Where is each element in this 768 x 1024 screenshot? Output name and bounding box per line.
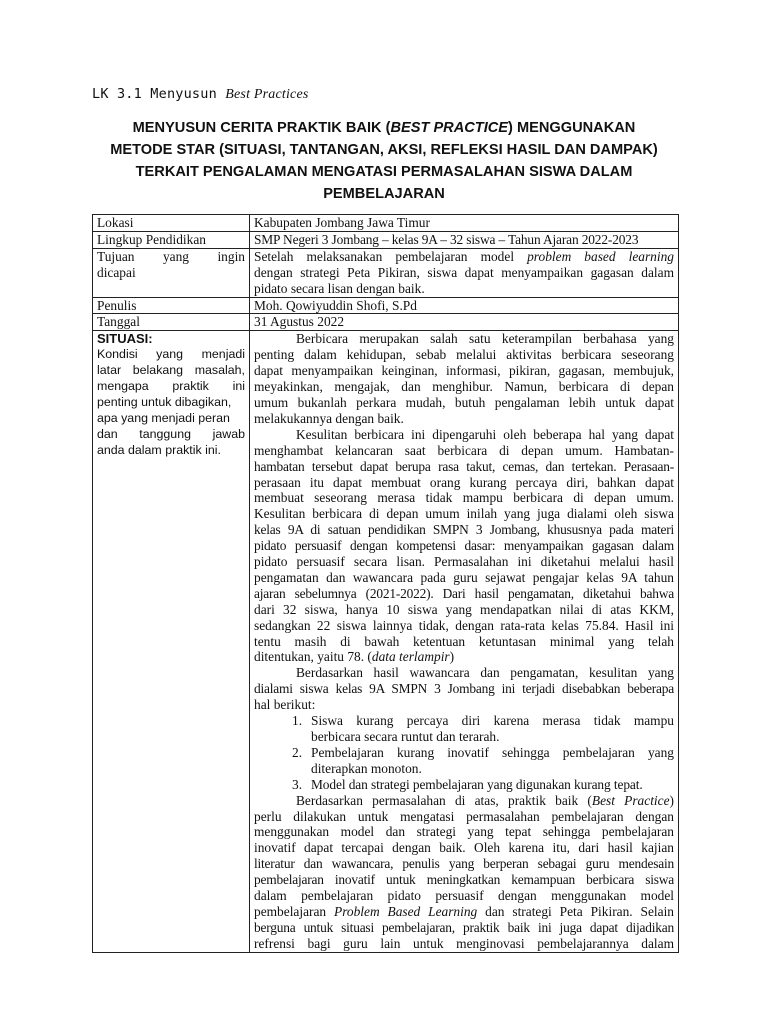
value-situasi <box>250 331 679 952</box>
list-item <box>254 745 674 777</box>
label-lingkup: Lingkup Pendidikan <box>93 231 250 248</box>
text-line <box>254 649 674 665</box>
list-item <box>254 777 674 793</box>
situasi-desc-line: penting untuk dibagikan, <box>97 394 232 409</box>
text-line: ajaran sebelumnya (2021-2022). Dari hasil pengamatan, diketahui bahwa <box>254 585 674 601</box>
tujuan-line2: dengan strategi Peta Pikiran, siswa dapat menyampaikan gagasan dalam <box>254 264 674 280</box>
list-text: Model dan strategi pembelajaran yang digunakan kurang tepat. <box>311 776 643 792</box>
text-line: kelas 9A di satuan pendidikan SMPN 3 Jombang, khususnya pada materi <box>254 522 674 538</box>
text-line: sedangkan 22 siswa lainnya tidak, dengan rata-rata kelas 75.84. Hasil ini <box>254 617 674 633</box>
best-practice-table <box>92 214 679 953</box>
situasi-desc-line: Kondisi yang menjadi <box>97 347 245 362</box>
tujuan-italic: problem based learning <box>527 248 674 264</box>
list-text: diterapkan monoton. <box>311 760 422 776</box>
list-text: berbicara secara runtut dan terarah. <box>311 729 500 744</box>
text-line: Berdasarkan hasil wawancara dan pengamatan, kesulitan yang <box>296 665 674 681</box>
paragraph-3 <box>254 665 674 713</box>
text-line: pengamatan dan wawancara pada guru sejawat pengajar kelas 9A tahun <box>254 569 674 585</box>
row-lokasi <box>93 215 679 232</box>
worksheet-heading <box>92 86 309 103</box>
list-number: 1. <box>292 713 303 729</box>
text-line: Berbicara merupakan salah satu keterampilan berbahasa yang <box>296 331 674 347</box>
text-line: refrensi bagi guru lain untuk menginovasi pembelajarannya dalam <box>254 935 674 951</box>
text-fragment: ) <box>449 649 455 665</box>
title-part2: ) MENGGUNAKAN METODE STAR (SITUASI, TANTANGAN, AKSI, REFLEKSI HASIL DAN DAMPAK) TERKAIT PENGALAMAN MENGATASI PERMASALAHAN SISWA DALAM PEMBELAJARAN <box>110 120 658 202</box>
row-situasi <box>93 331 679 952</box>
text-line <box>254 793 674 809</box>
worksheet-heading-text: LK 3.1 Menyusun <box>92 86 226 102</box>
text-line: dari 32 siswa, hanya 10 siswa yang mendapatkan nilai di atas KKM, <box>254 601 674 617</box>
text-line: hambatan tersebut dapat berupa rasa takut, cemas, dan tertekan. Perasaan- <box>254 458 674 474</box>
situasi-desc-line: dan tanggung jawab <box>97 426 245 441</box>
label-tujuan-line1: Tujuan yang ingin <box>97 248 245 264</box>
text-fragment: ) <box>669 792 674 808</box>
list-text: Siswa kurang percaya diri karena merasa tidak mampu <box>311 713 674 729</box>
value-penulis: Moh. Qowiyuddin Shofi, S.Pd <box>250 297 679 314</box>
label-tujuan <box>93 248 250 297</box>
label-tujuan-line2: dicapai <box>97 264 136 280</box>
text-line: dialami siswa kelas 9A SMPN 3 Jombang ini terjadi disebabkan beberapa <box>254 681 674 697</box>
value-tanggal: 31 Agustus 2022 <box>250 314 679 331</box>
text-fragment: ditentukan, yaitu 78. ( <box>254 649 372 665</box>
worksheet-heading-italic: Best Practices <box>225 87 309 102</box>
paragraph-4 <box>254 793 674 952</box>
title-part1: MENYUSUN CERITA PRAKTIK BAIK ( <box>132 120 391 136</box>
situasi-desc-line: apa yang menjadi peran <box>97 410 230 425</box>
text-line: berguna untuk situasi pembelajaran, praktik baik ini juga dapat dijadikan <box>254 919 674 935</box>
list-item <box>254 713 674 745</box>
list-number: 3. <box>292 776 303 792</box>
row-lingkup <box>93 231 679 248</box>
row-penulis <box>93 297 679 314</box>
label-tanggal: Tanggal <box>93 314 250 331</box>
text-line: pidato persuasif dengan kompetensi dasar: menyampaikan gagasan dalam <box>254 538 674 554</box>
tujuan-text: Setelah melaksanakan pembelajaran model <box>254 248 528 264</box>
text-line: perasaan itu dapat membuat orang kurang percaya diri, bahkan dapat <box>254 474 674 490</box>
paragraph-2 <box>254 427 674 666</box>
document-title <box>100 117 668 205</box>
list-text: Pembelajaran kurang inovatif sehingga pembelajaran yang <box>311 744 674 760</box>
tujuan-line3: pidato secara lisan dengan baik. <box>254 280 425 296</box>
text-fragment: pembelajaran <box>254 903 335 919</box>
situasi-desc-line: latar belakang masalah, <box>97 363 245 378</box>
text-line: membuat seseorang merasa tidak mampu berbicara di depan umum. <box>254 490 674 506</box>
text-line: meyakinkan, mengajak, dan menghibur. Namun, berbicara di depan <box>254 379 674 395</box>
row-tujuan <box>93 248 679 297</box>
text-line: literatur dan wawancara, penulis yang berperan sebagai guru mendesain <box>254 856 674 872</box>
situasi-desc-line: anda dalam praktik ini. <box>97 442 221 457</box>
text-italic: Best Practice <box>591 792 670 808</box>
text-line: umum bukanlah perkara mudah, butuh pengalaman lebih untuk dapat <box>254 394 674 410</box>
text-line: Kesulitan berbicara di depan umum inilah yang juga dialami oleh siswa <box>254 506 674 522</box>
situasi-description <box>97 347 245 458</box>
text-line: penting dalam kehidupan, sebab melalui aktivitas berbicara seseorang <box>254 347 674 363</box>
value-tujuan <box>250 248 679 297</box>
row-tanggal <box>93 314 679 331</box>
text-line: tentu masih di bawah ketentuan ketuntasan minimal yang telah <box>254 633 674 649</box>
label-penulis: Penulis <box>93 297 250 314</box>
value-lokasi: Kabupaten Jombang Jawa Timur <box>250 215 679 232</box>
problem-list <box>254 713 674 793</box>
text-line: inovatif dapat tercapai dengan baik. Oleh karena itu, dari hasil kajian <box>254 840 674 856</box>
text-line: dalam pembelajaran pidato persuasif dengan menggunakan model <box>254 888 674 904</box>
value-lingkup: SMP Negeri 3 Jombang – kelas 9A – 32 siswa – Tahun Ajaran 2022-2023 <box>250 231 679 248</box>
text-fragment: Berdasarkan permasalahan di atas, praktik baik ( <box>296 792 592 808</box>
text-line: melakukannya dengan baik. <box>254 410 404 426</box>
text-line: perlu dilakukan untuk mengatasi permasalahan pembelajaran dengan <box>254 808 674 824</box>
text-line: Kesulitan berbicara ini dipengaruhi oleh beberapa hal yang dapat <box>296 426 674 442</box>
title-italic: BEST PRACTICE <box>390 120 509 136</box>
label-situasi <box>93 331 250 952</box>
text-line: menggunakan model dan strategi yang tepat sehingga pembelajaran <box>254 824 674 840</box>
list-number: 2. <box>292 744 303 760</box>
text-italic: Problem Based Learning <box>334 903 478 919</box>
tujuan-line1 <box>254 249 674 265</box>
text-fragment: dan strategi Peta Pikiran. Selain <box>477 903 674 919</box>
situasi-desc-line: mengapa praktik ini <box>97 379 245 394</box>
paragraph-1 <box>254 331 674 426</box>
text-line <box>254 904 674 920</box>
text-line: pidato persuasif secara lisan. Permasalahan ini diketahui melalui hasil <box>254 554 674 570</box>
label-lokasi: Lokasi <box>93 215 250 232</box>
text-line: menghambat kelancaran saat berbicara di depan umum. Hambatan- <box>254 442 674 458</box>
text-italic: data terlampir <box>371 649 450 665</box>
text-line: hal berikut: <box>254 697 316 713</box>
situasi-heading: SITUASI: <box>97 331 153 347</box>
text-line: pembelajaran inovatif untuk meningkatkan kemampuan berbicara siswa <box>254 872 674 888</box>
text-line: dapat menyampaikan keinginan, informasi, pikiran, gagasan, membujuk, <box>254 363 674 379</box>
